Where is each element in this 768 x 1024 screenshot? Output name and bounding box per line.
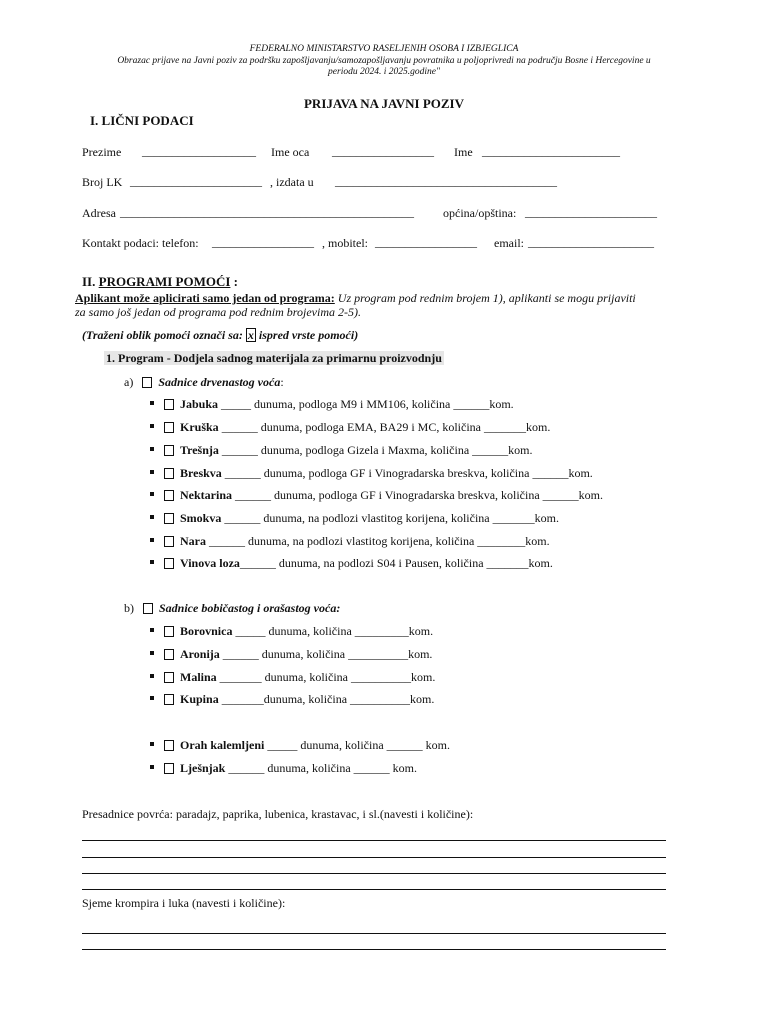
email-field[interactable]: _____________________ — [528, 235, 654, 249]
bullet-icon — [150, 424, 154, 428]
page-title: PRIJAVA NA JAVNI POZIV — [303, 96, 464, 111]
adresa-label: Adresa — [82, 206, 116, 220]
checkbox-icon[interactable] — [164, 490, 174, 501]
section1-heading: I. LIČNI PODACI — [90, 113, 194, 128]
subsection-a: a) Sadnice drvenastog voća: — [124, 375, 284, 389]
answer-line[interactable] — [82, 949, 666, 950]
checkbox-icon[interactable] — [164, 672, 174, 683]
checkbox-icon[interactable] — [164, 558, 174, 569]
subsection-b: b) Sadnice bobičastog i orašastog voća: — [124, 601, 341, 615]
list-item-orah: Orah kalemljeni _____ dunuma, količina ______ kom. — [150, 738, 450, 753]
answer-line[interactable] — [82, 933, 666, 934]
answer-line[interactable] — [82, 857, 666, 858]
list-item-malina: Malina _______ dunuma, količina __________kom. — [150, 670, 435, 685]
bullet-icon — [150, 560, 154, 564]
ime-oca-label: Ime oca — [271, 145, 310, 159]
telefon-field[interactable]: _________________ — [212, 235, 314, 249]
program-note-line1: Aplikant može aplicirati samo jedan od programa: Uz program pod rednim brojem 1), aplikanti se mogu prijaviti — [75, 291, 636, 305]
list-item-nara: Nara ______ dunuma, na podlozi vlastitog korijena, količina ________kom. — [150, 534, 550, 549]
checkbox-icon[interactable] — [164, 445, 174, 456]
bullet-icon — [150, 515, 154, 519]
checkbox-icon[interactable] — [164, 649, 174, 660]
bullet-icon — [150, 492, 154, 496]
program-note-line2: za samo još jedan od programa pod rednim brojevima 2-5). — [75, 305, 361, 319]
checkbox-icon[interactable] — [164, 468, 174, 479]
checkbox-icon[interactable] — [164, 399, 174, 410]
ime-label: Ime — [454, 145, 473, 159]
marking-instruction: (Traženi oblik pomoći označi sa: x ispred vrste pomoći) — [82, 328, 359, 342]
ministry-title: FEDERALNO MINISTARSTVO RASELJENIH OSOBA I IZBJEGLICA — [249, 44, 519, 54]
list-item-vinova-loza: Vinova loza______ dunuma, na podlozi S04 i Pausen, količina _______kom. — [150, 556, 553, 571]
list-item-aronija: Aronija ______ dunuma, količina __________kom. — [150, 647, 432, 662]
list-item-jabuka: Jabuka _____ dunuma, podloga M9 i MM106, količina ______kom. — [150, 397, 514, 412]
form-subtitle-line2: periodu 2024. i 2025.godine" — [328, 67, 440, 77]
ime-field[interactable]: _______________________ — [482, 144, 620, 158]
list-item-breskva: Breskva ______ dunuma, podloga GF i Vinogradarska breskva, količina ______kom. — [150, 466, 593, 481]
opcina-field[interactable]: ______________________ — [525, 205, 657, 219]
prezime-field[interactable]: ___________________ — [142, 144, 256, 158]
checkbox-icon[interactable] — [164, 763, 174, 774]
answer-line[interactable] — [82, 840, 666, 841]
checkbox-icon[interactable] — [142, 377, 152, 388]
izdata-label: , izdata u — [270, 175, 314, 189]
broj-lk-field[interactable]: ______________________ — [130, 174, 262, 188]
list-item-smokva: Smokva ______ dunuma, na podlozi vlastitog korijena, količina _______kom. — [150, 511, 559, 526]
opcina-label: općina/opština: — [443, 206, 517, 220]
prezime-label: Prezime — [82, 145, 122, 159]
bullet-icon — [150, 674, 154, 678]
form-subtitle-line1: Obrazac prijave na Javni poziv za podršku zapošljavanju/samozapošljavanju povratnika u poljoprivredi na području Bosne i Hercegovine u — [117, 56, 651, 66]
checkbox-icon[interactable] — [164, 626, 174, 637]
broj-lk-label: Broj LK — [82, 175, 123, 189]
bullet-icon — [150, 470, 154, 474]
bullet-icon — [150, 696, 154, 700]
answer-line[interactable] — [82, 889, 666, 890]
email-label: email: — [494, 236, 524, 250]
bullet-icon — [150, 742, 154, 746]
list-item-tresnja: Trešnja ______ dunuma, podloga Gizela i Maxma, količina ______kom. — [150, 443, 533, 458]
bullet-icon — [150, 538, 154, 542]
checkbox-icon[interactable] — [164, 536, 174, 547]
list-item-ljesnjak: Lješnjak ______ dunuma, količina ______ kom. — [150, 761, 417, 776]
program1-title: 1. Program - Dodjela sadnog materijala za primarnu proizvodnju — [106, 351, 442, 365]
bullet-icon — [150, 447, 154, 451]
ime-oca-field[interactable]: _________________ — [332, 144, 434, 158]
checkbox-icon[interactable] — [143, 603, 153, 614]
bullet-icon — [150, 628, 154, 632]
list-item-nektarina: Nektarina ______ dunuma, podloga GF i Vinogradarska breskva, količina ______kom. — [150, 488, 603, 503]
list-item-borovnica: Borovnica _____ dunuma, količina _________kom. — [150, 624, 433, 639]
bullet-icon — [150, 765, 154, 769]
list-item-kupina: Kupina _______dunuma, količina __________kom. — [150, 692, 434, 707]
list-item-kruska: Kruška ______ dunuma, podloga EMA, BA29 i MC, količina _______kom. — [150, 420, 550, 435]
checkbox-icon[interactable] — [164, 694, 174, 705]
checkbox-icon[interactable] — [164, 513, 174, 524]
bullet-icon — [150, 401, 154, 405]
adresa-field[interactable]: _________________________________________________ — [120, 205, 414, 219]
checkbox-icon[interactable] — [164, 740, 174, 751]
sjeme-label: Sjeme krompira i luka (navesti i količine): — [82, 896, 286, 910]
mobitel-label: , mobitel: — [322, 236, 368, 250]
mobitel-field[interactable]: _________________ — [375, 235, 477, 249]
izdata-field[interactable]: _____________________________________ — [335, 174, 557, 188]
bullet-icon — [150, 651, 154, 655]
presadnice-label: Presadnice povrća: paradajz, paprika, lubenica, krastavac, i sl.(navesti i količine): — [82, 807, 474, 821]
answer-line[interactable] — [82, 873, 666, 874]
section2-heading: II. PROGRAMI POMOĆI : — [82, 274, 239, 289]
checkbox-icon[interactable] — [164, 422, 174, 433]
telefon-label: Kontakt podaci: telefon: — [82, 236, 199, 250]
